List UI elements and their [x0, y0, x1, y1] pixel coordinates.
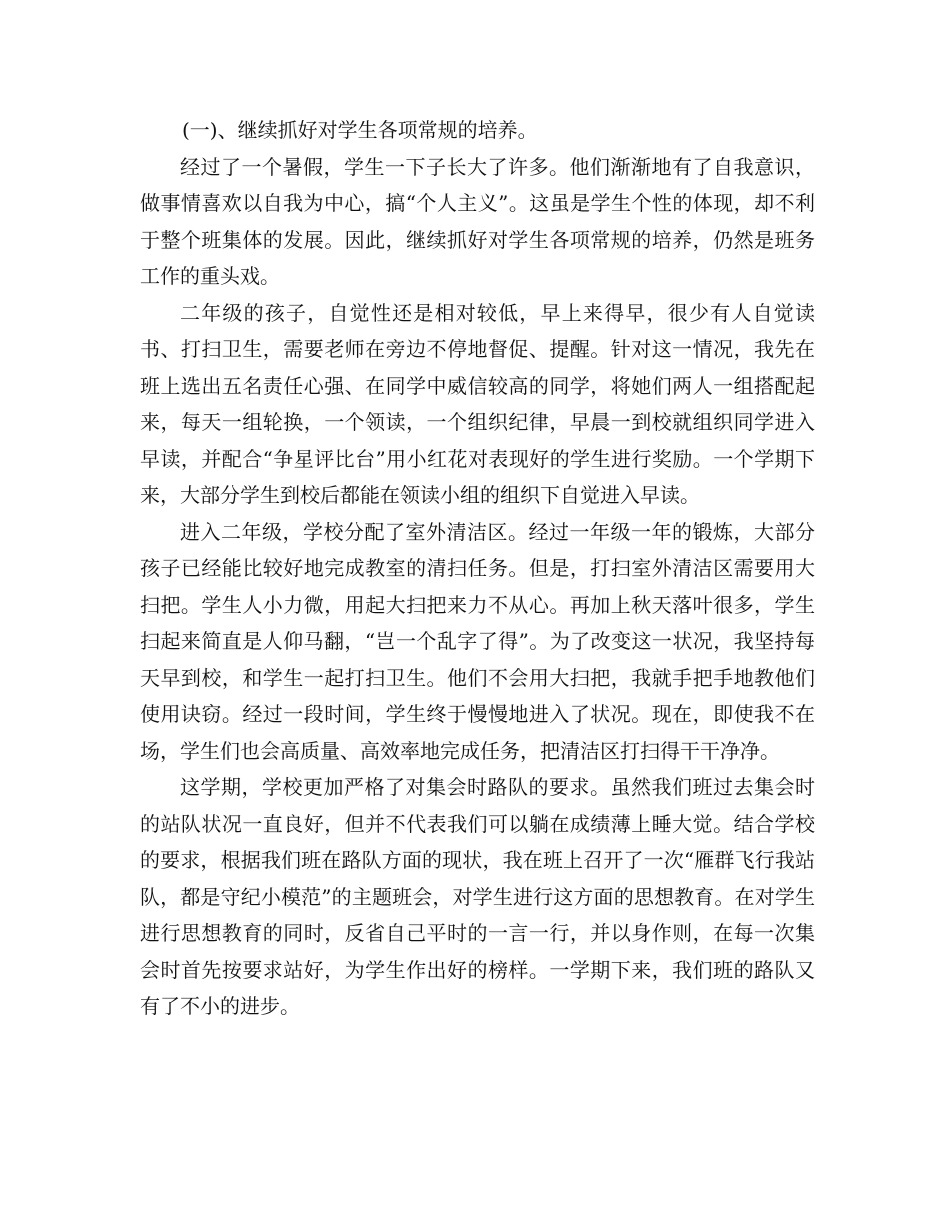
document-body [140, 112, 815, 1025]
section-heading: (一)、继续抓好对学生各项常规的培养。 [182, 118, 538, 142]
paragraph-1: 经过了一个暑假，学生一下子长大了许多。他们渐渐地有了自我意识，做事情喜欢以自我为中心，搞“个人主义”。这虽是学生个性的体现，却不利于整个班集体的发展。因此，继续抓好对学生各项常规的培养，仍然是班务工作的重头戏。 [140, 154, 815, 288]
paragraph-2: 二年级的孩子，自觉性还是相对较低，早上来得早，很少有人自觉读书、打扫卫生，需要老师在旁边不停地督促、提醒。针对这一情况，我先在班上选出五名责任心强、在同学中威信较高的同学，将她们两人一组搭配起来，每天一组轮换，一个领读，一个组织纪律，早晨一到校就组织同学进入早读，并配合“争星评比台”用小红花对表现好的学生进行奖励。一个学期下来，大部分学生到校后都能在领读小组的组织下自觉进入早读。 [140, 300, 815, 507]
paragraph-4: 这学期，学校更加严格了对集会时路队的要求。虽然我们班过去集会时的站队状况一直良好，但并不代表我们可以躺在成绩薄上睡大觉。结合学校的要求，根据我们班在路队方面的现状，我在班上召开了一次“雁群飞行我站队，都是守纪小模范”的主题班会，对学生进行这方面的思想教育。在对学生进行思想教育的同时，反省自己平时的一言一行，并以身作则，在每一次集会时首先按要求站好，为学生作出好的榜样。一学期下来，我们班的路队又有了不小的进步。 [140, 775, 815, 1018]
paragraph-3: 进入二年级，学校分配了室外清洁区。经过一年级一年的锻炼，大部分孩子已经能比较好地完成教室的清扫任务。但是，打扫室外清洁区需要用大扫把。学生人小力微，用起大扫把来力不从心。再加上秋天落叶很多，学生扫起来简直是人仰马翻，“岂一个乱字了得”。为了改变这一状况，我坚持每天早到校，和学生一起打扫卫生。他们不会用大扫把，我就手把手地教他们使用诀窃。经过一段时间，学生终于慢慢地进入了状况。现在，即使我不在场，学生们也会高质量、高效率地完成任务，把清洁区打扫得干干净净。 [140, 519, 815, 763]
